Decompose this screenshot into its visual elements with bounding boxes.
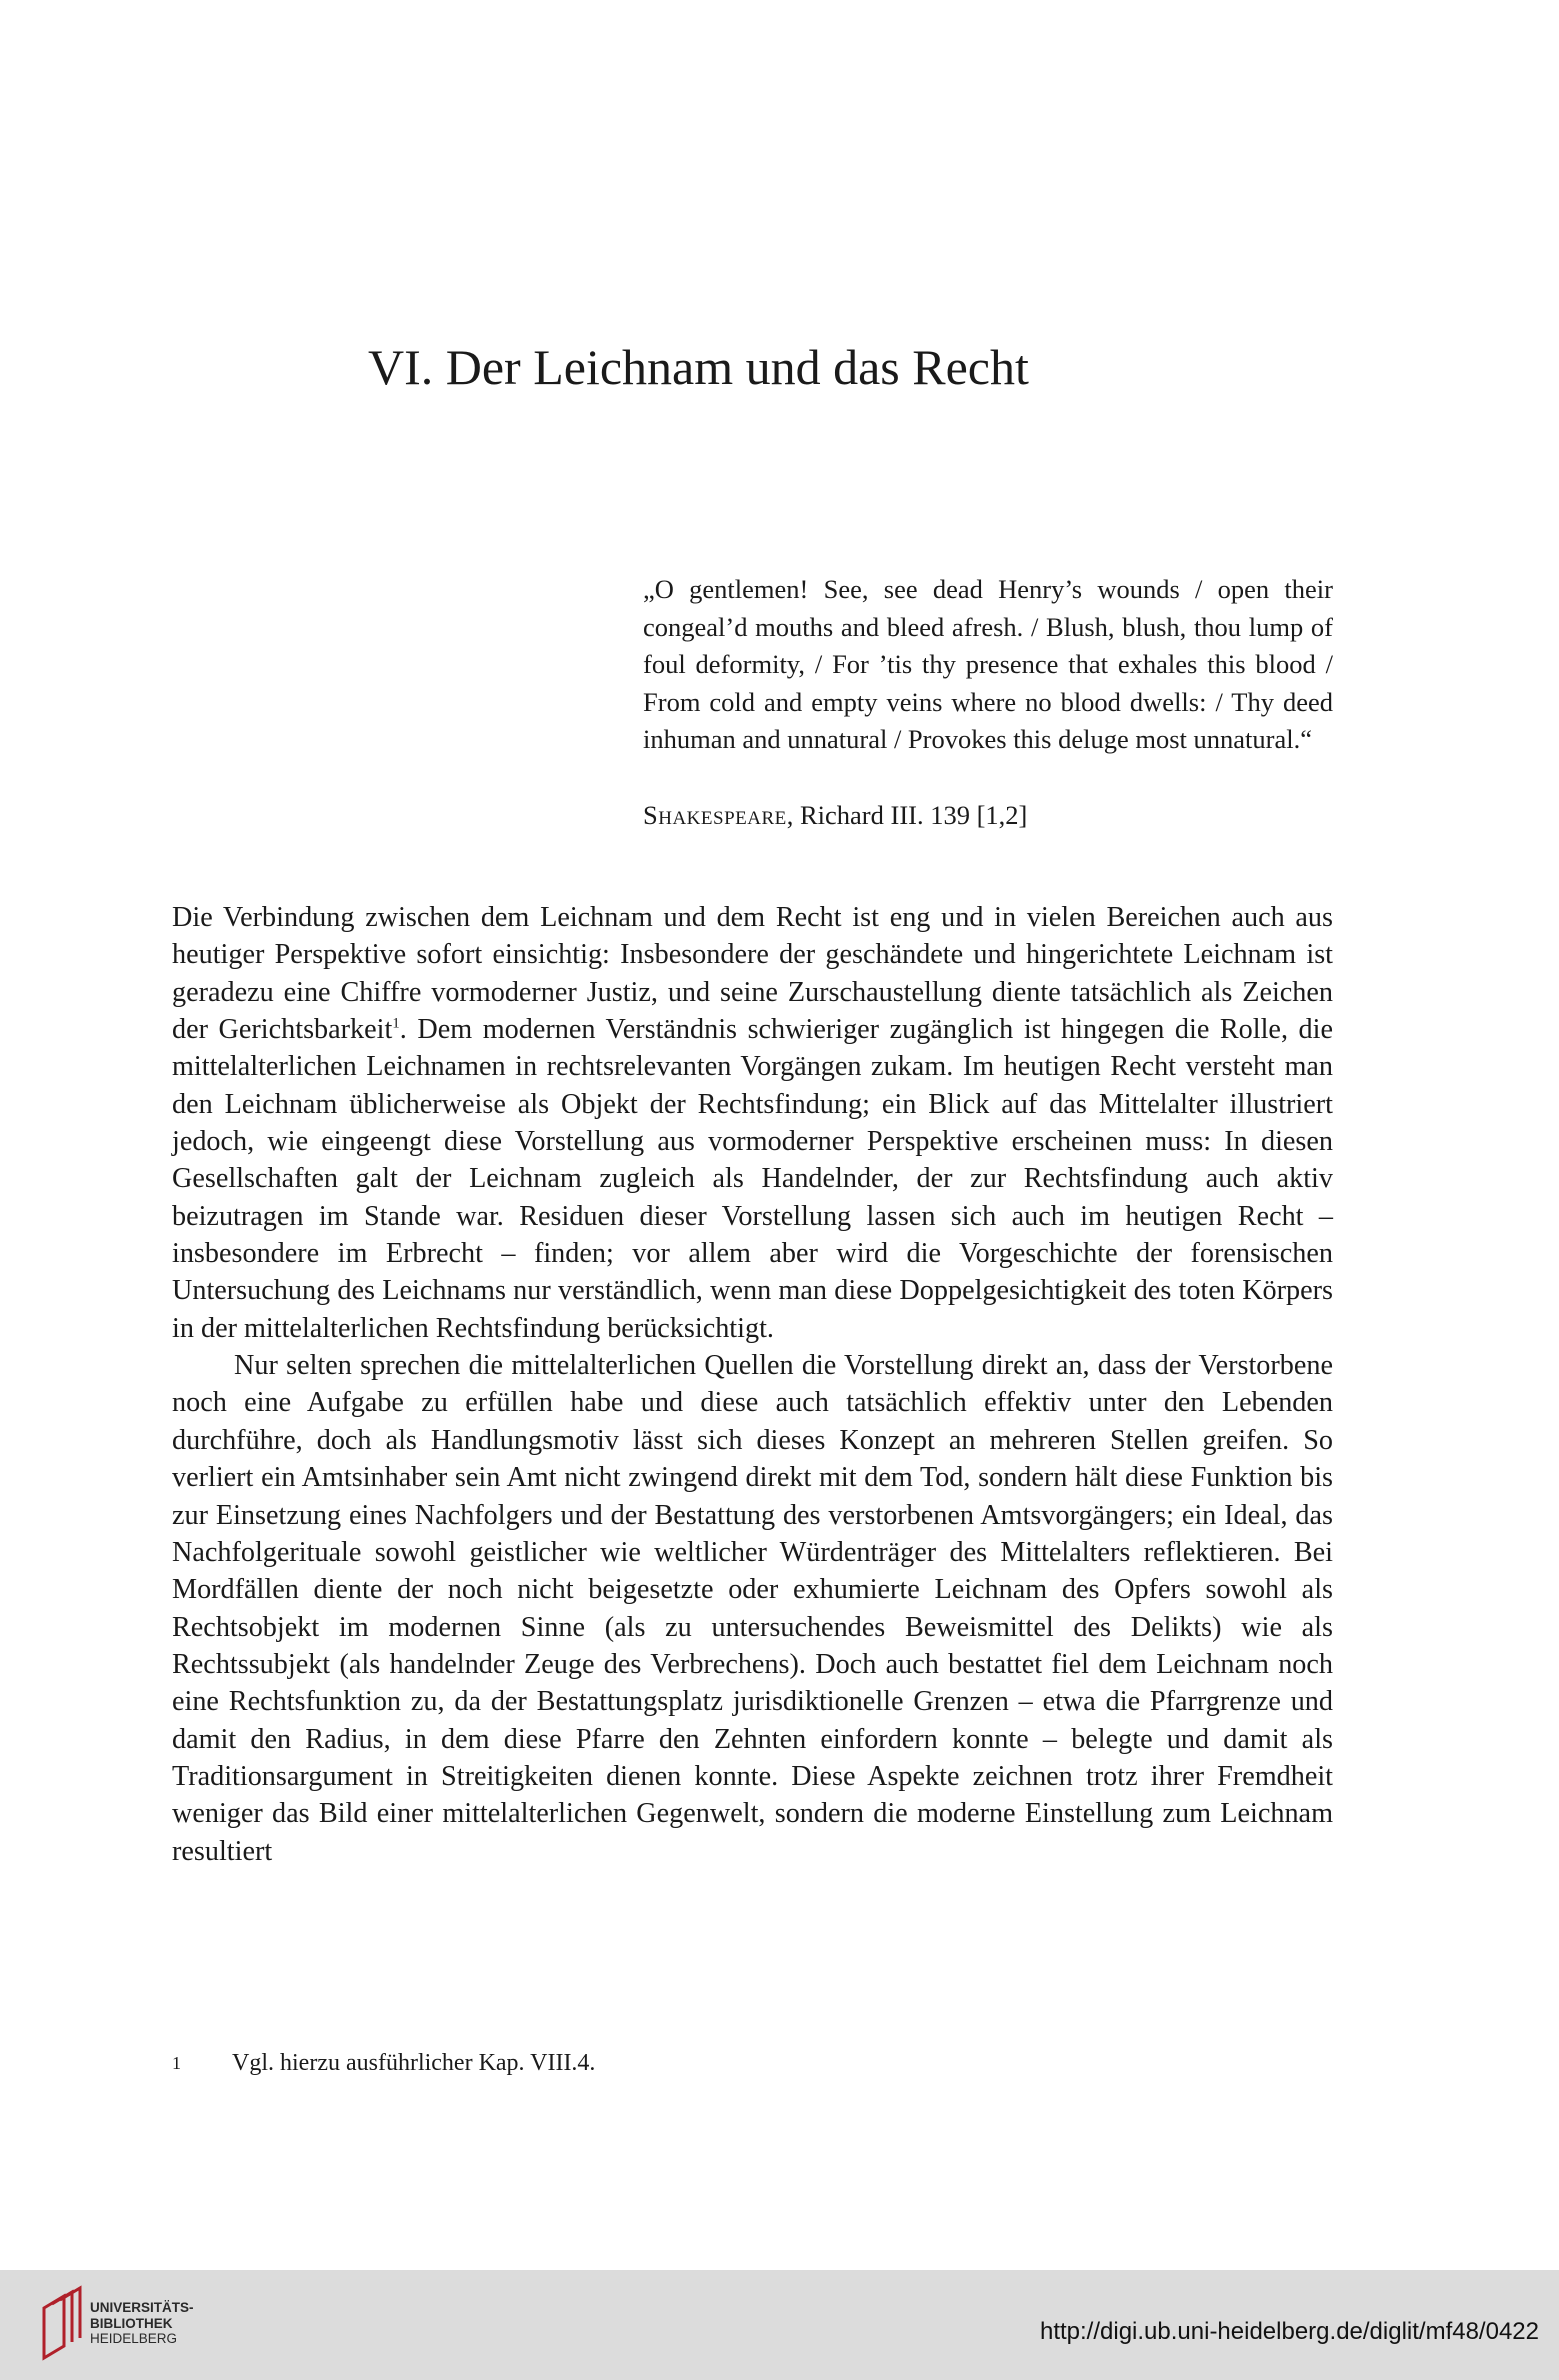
chapter-title: VI. Der Leichnam und das Recht xyxy=(368,339,1029,395)
paragraph-1 xyxy=(172,899,1333,1347)
logo-line-2: BIBLIOTHEK xyxy=(90,2315,173,2331)
paragraph-1-part-a: Die Verbindung zwischen dem Leichnam und dem Recht ist eng und in vielen Bereichen auch aus heutiger Perspektive sofort einsichtig: Insbesondere der geschändete und hingerichtete Leichnam ist geradezu eine Chiffre vormoderner Justiz, und seine Zurschaustellung diente tatsächlich als Zeichen der Gerichtsbarkeit xyxy=(172,902,1333,1046)
epigraph-source-rest: , Richard III. 139 [1,2] xyxy=(786,799,1028,830)
body-text xyxy=(172,899,1333,1870)
library-logo-icon xyxy=(38,2282,86,2362)
epigraph-source-author: Shakespeare xyxy=(643,799,787,830)
library-logo-text xyxy=(90,2300,194,2347)
library-logo[interactable] xyxy=(38,2282,208,2362)
epigraph-source xyxy=(643,797,1333,835)
footer-bar xyxy=(0,2270,1559,2380)
footnote xyxy=(172,2046,1333,2080)
logo-line-3: HEIDELBERG xyxy=(90,2331,178,2346)
epigraph xyxy=(643,571,1333,835)
footnote-reference[interactable]: 1 xyxy=(392,1015,400,1032)
logo-line-1: UNIVERSITÄTS- xyxy=(90,2300,194,2315)
paragraph-2: Nur selten sprechen die mittelalterlichen Quellen die Vorstellung direkt an, dass der Verstorbene noch eine Aufgabe zu erfüllen habe und diese auch tatsächlich effektiv unter den Lebenden durchführe, doch als Handlungsmotiv lässt sich dieses Konzept an mehreren Stellen greifen. So verliert ein Amtsinhaber sein Amt nicht zwingend direkt mit dem Tod, sondern hält diese Funktion bis zur Einsetzung eines Nachfolgers und der Bestattung des verstorbenen Amtsvorgängers; ein Ideal, das Nachfolgerituale sowohl geistlicher wie weltlicher Würdenträger des Mittelalters reflektieren. Bei Mordfällen diente der noch nicht beigesetzte oder exhumierte Leichnam des Opfers sowohl als Rechtsobjekt im modernen Sinne (als zu untersuchendes Beweismittel des Delikts) wie als Rechtssubjekt (als handelnder Zeuge des Verbrechens). Doch auch bestattet fiel dem Leichnam noch eine Rechtsfunktion zu, da der Bestattungsplatz jurisdiktionelle Grenzen – etwa die Pfarrgrenze und damit den Radius, in dem diese Pfarre den Zehnten einfordern konnte – belegte und damit als Traditionsargument in Streitigkeiten dienen konnte. Diese Aspekte zeichnen trotz ihrer Fremdheit weniger das Bild einer mittelalterlichen Gegenwelt, sondern die moderne Einstellung zum Leichnam resultiert xyxy=(172,1350,1333,1867)
footnote-number: 1 xyxy=(172,2053,181,2073)
source-url[interactable]: http://digi.ub.uni-heidelberg.de/diglit/mf48/0422 xyxy=(1039,2318,1539,2345)
paragraph-1-part-b: . Dem modernen Verständnis schwieriger zugänglich ist hingegen die Rolle, die mittelalterlichen Leichnamen in rechtsrelevanten Vorgängen zukam. Im heutigen Recht versteht man den Leichnam üblicherweise als Objekt der Rechtsfindung; ein Blick auf das Mittelalter illustriert jedoch, wie eingeengt diese Vorstellung aus vormoderner Perspektive erscheinen muss: In diesen Gesellschaften galt der Leichnam zugleich als Handelnder, der zur Rechtsfindung auch aktiv beizutragen im Stande war. Residuen dieser Vorstellung lassen sich auch im heutigen Recht – insbesondere im Erbrecht – finden; vor allem aber wird die Vorgeschichte der forensischen Untersuchung des Leichnams nur verständlich, wenn man diese Doppelgesichtigkeit des toten Körpers in der mittelalterlichen Rechtsfindung berücksichtigt. xyxy=(172,1014,1333,1344)
epigraph-quote: „O gentlemen! See, see dead Henry’s wounds / open their congeal’d mouths and bleed afresh. / Blush, blush, thou lump of foul deformity, / For ’tis thy presence that exhales this blood / From cold and empty veins where no blood dwells: / Thy deed inhuman and unnatural / Provokes this deluge most unnatural.“ xyxy=(643,574,1333,755)
footnote-text: Vgl. hierzu ausführlicher Kap. VIII.4. xyxy=(232,2050,596,2076)
